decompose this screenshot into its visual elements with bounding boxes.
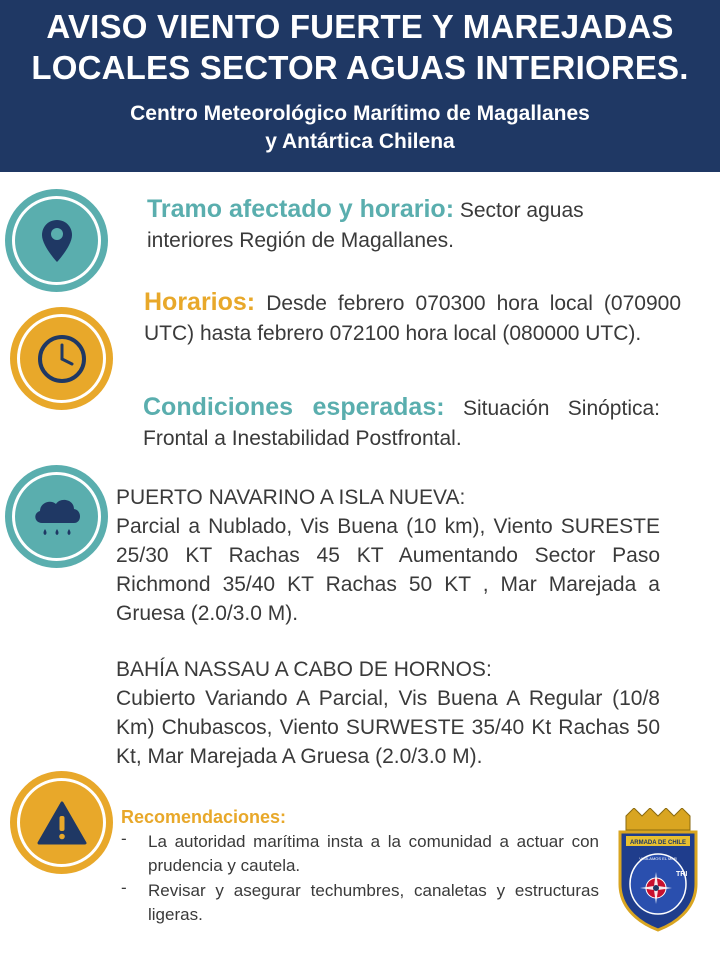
- bullet-dash: -: [121, 829, 127, 848]
- location-pin-icon: [5, 189, 108, 292]
- condiciones-section: [143, 392, 660, 454]
- header-banner: [0, 0, 720, 172]
- page-subtitle: [0, 100, 720, 156]
- zone-2-name: BAHÍA NASSAU A CABO DE HORNOS:: [116, 658, 492, 681]
- zone-1-name: PUERTO NAVARINO A ISLA NUEVA:: [116, 486, 466, 509]
- recommendation-text: La autoridad marítima insta a la comunidad a actuar con prudencia y cautela.: [148, 832, 599, 875]
- condiciones-text: Situación Sinóptica: Frontal a Inestabilidad Postfrontal.: [143, 397, 661, 450]
- armada-de-chile-logo: [612, 808, 704, 932]
- title-line-2: LOCALES SECTOR AGUAS INTERIORES.: [31, 49, 689, 86]
- title-line-1: AVISO VIENTO FUERTE Y MAREJADAS: [46, 8, 674, 45]
- rain-cloud-icon: [5, 465, 108, 568]
- recommendation-item: [121, 879, 599, 927]
- recommendation-text: Revisar y asegurar techumbres, canaletas y estructuras ligeras.: [148, 881, 599, 924]
- horarios-section: [144, 287, 681, 349]
- subtitle-line-1: Centro Meteorológico Marítimo de Magallanes: [130, 102, 590, 125]
- forecast-zone-1: [116, 483, 660, 628]
- tramo-label: Tramo afectado y horario:: [147, 195, 455, 223]
- zone-1-text: Parcial a Nublado, Vis Buena (10 km), Viento SURESTE 25/30 KT Rachas 45 KT Aumentando Sector Paso Richmond 35/40 KT Rachas 50 KT , Mar Marejada a Gruesa (2.0/3.0 M).: [116, 515, 660, 625]
- svg-text:VIGILAMOS EL MAR: VIGILAMOS EL MAR: [639, 856, 677, 861]
- horarios-label: Horarios:: [144, 288, 256, 316]
- svg-text:ARMADA DE CHILE: ARMADA DE CHILE: [629, 840, 687, 846]
- condiciones-label: Condiciones esperadas:: [143, 393, 445, 421]
- page-title: [0, 6, 720, 88]
- horarios-text: Desde febrero 070300 hora local (070900 UTC) hasta febrero 072100 hora local (080000 UTC).: [144, 292, 681, 345]
- bullet-dash: -: [121, 878, 127, 897]
- forecast-zone-2: [116, 655, 660, 771]
- recommendations-list: [121, 830, 599, 928]
- zone-2-text: Cubierto Variando A Parcial, Vis Buena A Regular (10/8 Km) Chubascos, Viento SURWESTE 35/40 Kt Rachas 50 Kt, Mar Marejada A Gruesa (2.0/3.0 M).: [116, 687, 660, 768]
- tramo-text: Sector aguas interiores Región de Magallanes.: [147, 199, 584, 252]
- subtitle-line-2: y Antártica Chilena: [265, 130, 455, 153]
- svg-text:TRI: TRI: [676, 871, 688, 878]
- recommendation-item: [121, 830, 599, 878]
- recommendations-title: Recomendaciones:: [121, 807, 287, 827]
- clock-icon: [10, 307, 113, 410]
- tramo-section: [147, 194, 667, 256]
- warning-icon: [10, 771, 113, 874]
